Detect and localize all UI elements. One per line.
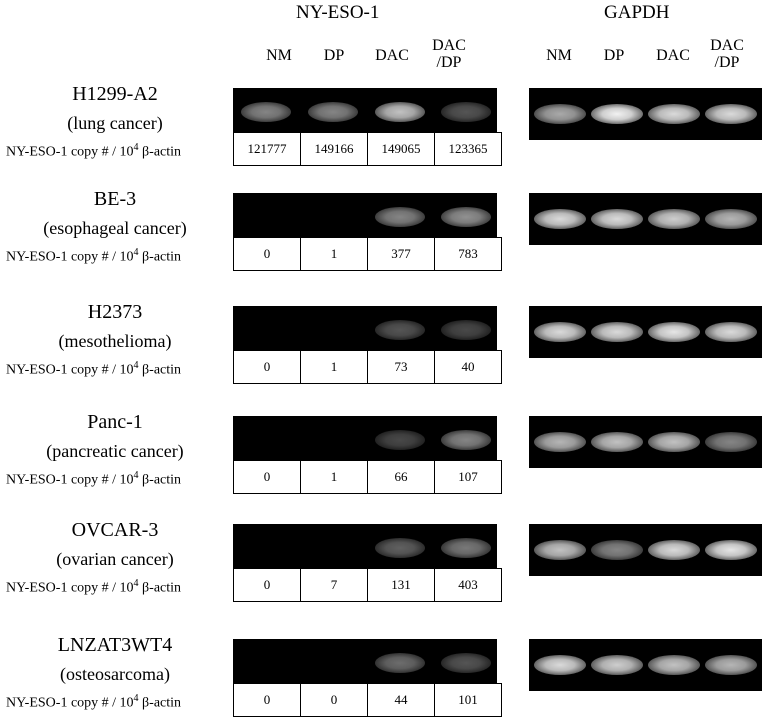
gapdh-band xyxy=(534,209,586,229)
gapdh-band xyxy=(534,655,586,675)
copy-number-cell: 1 xyxy=(301,461,368,494)
copy-number-cell: 123365 xyxy=(435,133,502,166)
copy-number-table xyxy=(233,350,502,384)
copy-number-cell: 149065 xyxy=(368,133,435,166)
gapdh-gel-image xyxy=(529,524,762,576)
copy-number-cell: 121777 xyxy=(234,133,301,166)
copy-number-cell: 1 xyxy=(301,351,368,384)
nyeso-band xyxy=(441,102,491,122)
cell-line-description: (lung cancer) xyxy=(67,113,163,133)
copy-number-cell: 0 xyxy=(234,238,301,271)
nyeso-gel-image xyxy=(233,639,497,683)
gapdh-band xyxy=(705,432,757,452)
copy-number-cell: 40 xyxy=(435,351,502,384)
copy-number-label: NY-ESO-1 copy # / $10^4$ β-actin xyxy=(6,470,182,488)
nyeso-band xyxy=(375,207,425,227)
gapdh-band xyxy=(534,104,586,124)
nyeso-gel-image xyxy=(233,306,497,350)
gapdh-gel-image xyxy=(529,193,762,245)
nyeso-lane-header-nm: NM xyxy=(266,47,292,64)
gapdh-band xyxy=(648,104,700,124)
gapdh-band xyxy=(648,432,700,452)
table-row xyxy=(234,351,502,384)
gapdh-band xyxy=(705,540,757,560)
cell-line-name: OVCAR-3 xyxy=(71,519,159,541)
copy-number-cell: 66 xyxy=(368,461,435,494)
table-row xyxy=(234,238,502,271)
gapdh-gel-image xyxy=(529,88,762,140)
nyeso-gel-image xyxy=(233,193,497,237)
nyeso-band xyxy=(375,430,425,450)
cell-line-description: (esophageal cancer) xyxy=(43,218,187,238)
nyeso-band xyxy=(441,320,491,340)
nyeso-gel-image xyxy=(233,524,497,568)
gapdh-gel-image xyxy=(529,306,762,358)
gapdh-gel-image xyxy=(529,639,762,691)
copy-number-cell: 783 xyxy=(435,238,502,271)
gapdh-lane-header-dac: DAC xyxy=(656,47,690,64)
copy-number-label: NY-ESO-1 copy # / $10^4$ β-actin xyxy=(6,247,182,265)
copy-number-cell: 377 xyxy=(368,238,435,271)
copy-number-table xyxy=(233,568,502,602)
copy-number-table xyxy=(233,683,502,717)
gapdh-band xyxy=(705,655,757,675)
copy-number-label: NY-ESO-1 copy # / $10^4$ β-actin xyxy=(6,360,182,378)
gapdh-lane-header-dacdp: DAC /DP xyxy=(710,37,744,71)
copy-number-cell: 149166 xyxy=(301,133,368,166)
table-row xyxy=(234,569,502,602)
copy-number-label: NY-ESO-1 copy # / $10^4$ β-actin xyxy=(6,142,182,160)
gapdh-band xyxy=(705,322,757,342)
nyeso-band xyxy=(375,653,425,673)
gapdh-band xyxy=(648,209,700,229)
gapdh-lane-header-dp: DP xyxy=(603,47,625,64)
cell-line-name: H1299-A2 xyxy=(72,83,158,105)
gapdh-band xyxy=(591,209,643,229)
nyeso-lane-header-dac: DAC xyxy=(375,47,409,64)
gapdh-band xyxy=(648,322,700,342)
nyeso-band xyxy=(441,430,491,450)
copy-number-cell: 107 xyxy=(435,461,502,494)
gapdh-band xyxy=(705,209,757,229)
copy-number-cell: 0 xyxy=(301,684,368,717)
copy-number-cell: 73 xyxy=(368,351,435,384)
nyeso-band xyxy=(375,102,425,122)
table-row xyxy=(234,461,502,494)
nyeso-lane-header-dacdp: DAC /DP xyxy=(432,37,466,71)
gapdh-band xyxy=(648,540,700,560)
gapdh-panel-title: GAPDH xyxy=(604,2,670,23)
gapdh-band xyxy=(591,540,643,560)
copy-number-cell: 0 xyxy=(234,684,301,717)
cell-line-name: BE-3 xyxy=(93,188,137,210)
nyeso-band xyxy=(375,320,425,340)
table-row xyxy=(234,684,502,717)
copy-number-table xyxy=(233,132,502,166)
gapdh-band xyxy=(591,655,643,675)
cell-line-description: (mesothelioma) xyxy=(58,331,172,351)
table-row xyxy=(234,133,502,166)
gapdh-band xyxy=(705,104,757,124)
gapdh-band xyxy=(648,655,700,675)
copy-number-table xyxy=(233,460,502,494)
copy-number-cell: 101 xyxy=(435,684,502,717)
gapdh-band xyxy=(534,322,586,342)
copy-number-cell: 403 xyxy=(435,569,502,602)
cell-line-description: (osteosarcoma) xyxy=(60,664,170,684)
copy-number-cell: 0 xyxy=(234,351,301,384)
nyeso-band xyxy=(241,102,291,122)
cell-line-name: Panc-1 xyxy=(87,411,143,433)
copy-number-cell: 0 xyxy=(234,569,301,602)
gapdh-band xyxy=(591,104,643,124)
copy-number-cell: 131 xyxy=(368,569,435,602)
cell-line-name: H2373 xyxy=(87,301,143,323)
cell-line-name: LNZAT3WT4 xyxy=(57,634,173,656)
nyeso-band xyxy=(441,207,491,227)
nyeso-band xyxy=(375,538,425,558)
gapdh-band xyxy=(591,432,643,452)
nyeso-gel-image xyxy=(233,88,497,132)
copy-number-label: NY-ESO-1 copy # / $10^4$ β-actin xyxy=(6,693,182,711)
nyeso-band xyxy=(308,102,358,122)
cell-line-description: (pancreatic cancer) xyxy=(46,441,184,461)
gapdh-gel-image xyxy=(529,416,762,468)
nyeso-gel-image xyxy=(233,416,497,460)
copy-number-label: NY-ESO-1 copy # / $10^4$ β-actin xyxy=(6,578,182,596)
gapdh-band xyxy=(534,540,586,560)
gapdh-band xyxy=(534,432,586,452)
cell-line-description: (ovarian cancer) xyxy=(56,549,174,569)
nyeso-band xyxy=(441,653,491,673)
copy-number-cell: 44 xyxy=(368,684,435,717)
copy-number-table xyxy=(233,237,502,271)
nyeso-panel-title: NY-ESO-1 xyxy=(296,2,380,23)
gapdh-lane-header-nm: NM xyxy=(546,47,572,64)
copy-number-cell: 0 xyxy=(234,461,301,494)
copy-number-cell: 7 xyxy=(301,569,368,602)
copy-number-cell: 1 xyxy=(301,238,368,271)
gapdh-band xyxy=(591,322,643,342)
nyeso-lane-header-dp: DP xyxy=(323,47,345,64)
nyeso-band xyxy=(441,538,491,558)
